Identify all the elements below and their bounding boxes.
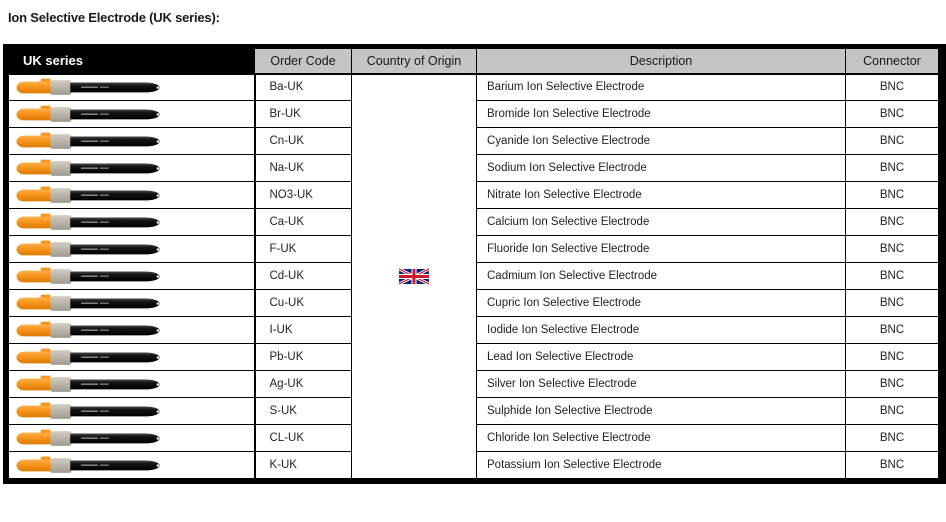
- connector-cell: [846, 425, 939, 452]
- table-header: [9, 49, 939, 74]
- product-image-cell: [9, 128, 255, 155]
- electrode-table: [8, 48, 939, 479]
- electrode-image: [15, 455, 163, 475]
- description-value: Nitrate Ion Selective Electrode: [487, 189, 642, 201]
- connector-cell: [846, 452, 939, 479]
- order-code-cell: [255, 155, 352, 182]
- connector-value: BNC: [879, 216, 905, 228]
- connector-value: BNC: [879, 81, 905, 94]
- description-value: Cupric Ion Selective Electrode: [487, 297, 642, 309]
- electrode-image: [15, 185, 163, 205]
- product-image-cell: [9, 398, 255, 425]
- electrode-image: [15, 374, 163, 394]
- order-code-value: S-UK: [269, 405, 297, 417]
- connector-cell: [846, 344, 939, 371]
- connector-cell: [846, 371, 939, 398]
- description-cell: [477, 398, 846, 425]
- description-cell: [477, 101, 846, 128]
- description-value: Cyanide Ion Selective Electrode: [487, 135, 651, 147]
- description-cell: [477, 344, 846, 371]
- product-image-cell: [9, 209, 255, 236]
- product-image-cell: [9, 74, 255, 101]
- product-image-cell: [9, 101, 255, 128]
- description-value: Calcium Ion Selective Electrode: [487, 216, 650, 228]
- connector-cell: [846, 182, 939, 209]
- connector-cell: [846, 74, 939, 101]
- description-cell: [477, 128, 846, 155]
- description-value: Silver Ion Selective Electrode: [487, 378, 637, 390]
- order-code-cell: [255, 425, 352, 452]
- connector-value: BNC: [879, 459, 905, 471]
- product-image-cell: [9, 155, 255, 182]
- table-body: [9, 74, 939, 479]
- country-of-origin-cell: [352, 74, 477, 479]
- product-image-cell: [9, 425, 255, 452]
- product-image-cell: [9, 317, 255, 344]
- connector-value: BNC: [879, 162, 905, 174]
- product-image-cell: [9, 182, 255, 209]
- order-code-value: NO3-UK: [269, 189, 313, 201]
- description-value: Bromide Ion Selective Electrode: [487, 108, 651, 120]
- connector-value: BNC: [879, 432, 905, 444]
- col-header-order-code: Order Code: [255, 49, 352, 74]
- connector-value: BNC: [879, 351, 905, 363]
- connector-cell: [846, 317, 939, 344]
- description-cell: [477, 155, 846, 182]
- connector-cell: [846, 209, 939, 236]
- product-image-cell: [9, 452, 255, 479]
- electrode-image: [15, 212, 163, 232]
- product-image-cell: [9, 236, 255, 263]
- description-value: Barium Ion Selective Electrode: [487, 81, 645, 94]
- order-code-value: I-UK: [269, 324, 293, 336]
- description-value: Lead Ion Selective Electrode: [487, 351, 634, 363]
- connector-cell: [846, 128, 939, 155]
- electrode-image: [15, 104, 163, 124]
- order-code-value: Cn-UK: [269, 135, 305, 147]
- description-value: Sulphide Ion Selective Electrode: [487, 405, 653, 417]
- order-code-value: Br-UK: [269, 108, 301, 120]
- electrode-image: [15, 77, 163, 97]
- order-code-cell: [255, 74, 352, 101]
- description-cell: [477, 236, 846, 263]
- order-code-value: Pb-UK: [269, 351, 304, 363]
- description-cell: [477, 317, 846, 344]
- connector-value: BNC: [879, 324, 905, 336]
- order-code-cell: [255, 290, 352, 317]
- electrode-image: [15, 320, 163, 340]
- electrode-image: [15, 401, 163, 421]
- order-code-cell: [255, 263, 352, 290]
- connector-cell: [846, 236, 939, 263]
- description-value: Potassium Ion Selective Electrode: [487, 459, 662, 471]
- description-value: Chloride Ion Selective Electrode: [487, 432, 651, 444]
- electrode-image: [15, 131, 163, 151]
- description-value: Sodium Ion Selective Electrode: [487, 162, 647, 174]
- connector-value: BNC: [879, 270, 905, 282]
- order-code-value: CL-UK: [269, 432, 305, 444]
- connector-cell: [846, 101, 939, 128]
- connector-cell: [846, 290, 939, 317]
- col-header-uk-series: UK series: [9, 49, 255, 74]
- connector-value: BNC: [879, 297, 905, 309]
- order-code-value: F-UK: [269, 243, 297, 255]
- connector-cell: [846, 398, 939, 425]
- order-code-cell: [255, 236, 352, 263]
- description-cell: [477, 452, 846, 479]
- connector-cell: [846, 263, 939, 290]
- description-cell: [477, 182, 846, 209]
- col-header-country-of-origin: Country of Origin: [352, 49, 477, 74]
- electrode-table-container: [3, 44, 946, 484]
- uk-flag-icon: [399, 268, 429, 285]
- electrode-image: [15, 293, 163, 313]
- connector-value: BNC: [879, 135, 905, 147]
- col-header-description: Description: [477, 49, 846, 74]
- description-cell: [477, 425, 846, 452]
- description-cell: [477, 263, 846, 290]
- product-image-cell: [9, 344, 255, 371]
- order-code-value: Cu-UK: [269, 297, 305, 309]
- order-code-cell: [255, 344, 352, 371]
- product-image-cell: [9, 263, 255, 290]
- order-code-cell: [255, 182, 352, 209]
- header-row: [9, 49, 939, 74]
- electrode-image: [15, 428, 163, 448]
- description-value: Cadmium Ion Selective Electrode: [487, 270, 658, 282]
- order-code-value: Ba-UK: [269, 81, 304, 94]
- electrode-image: [15, 239, 163, 259]
- description-cell: [477, 209, 846, 236]
- order-code-value: Cd-UK: [269, 270, 305, 282]
- description-cell: [477, 290, 846, 317]
- connector-value: BNC: [879, 108, 905, 120]
- electrode-image: [15, 347, 163, 367]
- order-code-cell: [255, 371, 352, 398]
- connector-value: BNC: [879, 243, 905, 255]
- connector-cell: [846, 155, 939, 182]
- order-code-cell: [255, 128, 352, 155]
- connector-value: BNC: [879, 405, 905, 417]
- page-title: Ion Selective Electrode (UK series):: [8, 10, 220, 25]
- order-code-value: Na-UK: [269, 162, 305, 174]
- description-cell: [477, 74, 846, 101]
- table-row: [9, 74, 939, 101]
- electrode-image: [15, 158, 163, 178]
- order-code-cell: [255, 101, 352, 128]
- description-cell: [477, 371, 846, 398]
- order-code-cell: [255, 452, 352, 479]
- order-code-cell: [255, 317, 352, 344]
- order-code-cell: [255, 209, 352, 236]
- order-code-value: Ca-UK: [269, 216, 305, 228]
- col-header-connector: Connector: [846, 49, 939, 74]
- electrode-image: [15, 266, 163, 286]
- product-image-cell: [9, 371, 255, 398]
- product-image-cell: [9, 290, 255, 317]
- order-code-value: Ag-UK: [269, 378, 304, 390]
- order-code-value: K-UK: [269, 459, 297, 471]
- connector-value: BNC: [879, 189, 905, 201]
- order-code-cell: [255, 398, 352, 425]
- connector-value: BNC: [879, 378, 905, 390]
- description-value: Iodide Ion Selective Electrode: [487, 324, 640, 336]
- description-value: Fluoride Ion Selective Electrode: [487, 243, 650, 255]
